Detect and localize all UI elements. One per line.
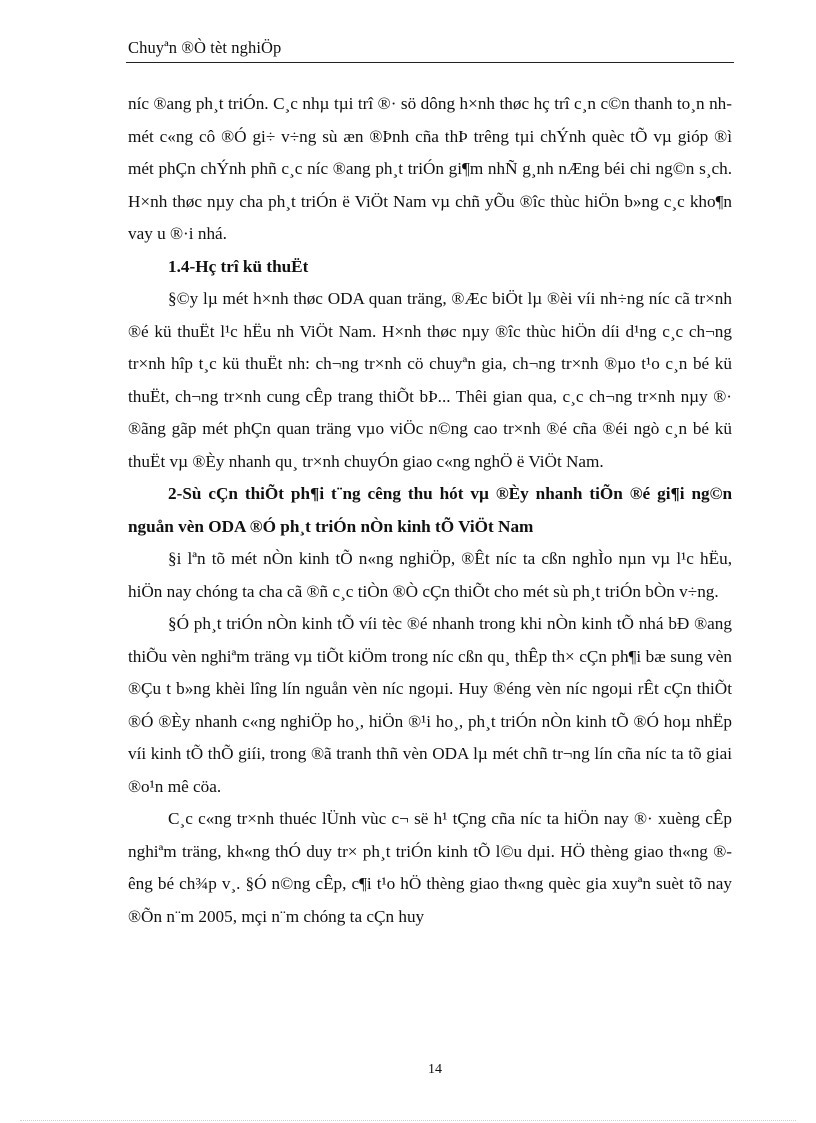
page-bottom-edge [20, 1120, 796, 1121]
paragraph-4: §Ó ph¸t triÓn nÒn kinh tÕ víi tèc ®é nhanh trong khi nÒn kinh tÕ nhá bÐ ®ang thiÕu vèn nghiªm träng vµ tiÕt kiÖm trong níc cßn qu¸ thÊp th× cÇn ph¶i bæ sung vèn ®Çu t b»ng khèi lîng lín nguån vèn níc ngoµi. Huy ®éng vèn níc ngoµi rÊt cÇn thiÕt ®Ó ®Èy nhanh c«ng nghiÖp ho¸, hiÖn ®¹i ho¸, ph¸t triÓn nÒn kinh tÕ ®Ó hoµ nhËp víi kinh tÕ thÕ giíi, trong ®ã tranh thñ vèn ODA lµ mét chñ tr¬ng lín cña níc ta tõ giai ®o¹n mê cöa. [128, 614, 732, 796]
paragraph-1: níc ®ang ph¸t triÓn. C¸c nhµ tµi trî ®· sö dông h×nh thøc hç trî c¸n c©n thanh to¸n nh mét c«ng cô ®Ó gi÷ v÷ng sù æn ®Þnh cña thÞ trêng tµi chÝnh quèc tÕ vµ gióp ®ì mét phÇn chÝnh phñ c¸c níc ®ang ph¸t triÓn gi¶m nhÑ g¸nh nÆng béi chi ng©n s¸ch. H×nh thøc nµy cha ph¸t triÓn ë ViÖt Nam vµ chñ yÕu ®îc thùc hiÖn b»ng c¸c kho¶n vay u ®·i nhá. [128, 94, 732, 243]
paragraph-2: §©y lµ mét h×nh thøc ODA quan träng, ®Æc biÖt lµ ®èi víi nh÷ng níc cã tr×nh ®é kü thuËt l¹c hËu nh ViÖt Nam. H×nh thøc nµy ®îc thùc hiÖn díi d¹ng c¸c ch¬ng tr×nh hîp t¸c kü thuËt nh: ch¬ng tr×nh cö chuyªn gia, ch¬ng tr×nh ®µo t¹o c¸n bé kü thuËt, ch¬ng tr×nh cung cÊp trang thiÕt bÞ... Thêi gian qua, c¸c ch¬ng tr×nh nµy ®· ®ãng gãp mét phÇn quan träng vµo viÖc n©ng cao tr×nh ®é cña ®éi ngò c¸n bé kü thuËt vµ ®Èy nhanh qu¸ tr×nh chuyÓn giao c«ng nghÖ ë ViÖt Nam. [128, 289, 732, 471]
body-text [128, 88, 732, 933]
page-number: 14 [428, 1062, 442, 1077]
running-header: Chuyªn ®Ò tèt nghiÖp [128, 38, 282, 57]
section-heading-2: 2-Sù cÇn thiÕt ph¶i t¨ng cêng thu hót vµ ®Èy nhanh tiÕn ®é gi¶i ng©n nguån vèn ODA ®Ó ph¸t triÓn nÒn kinh tÕ ViÖt Nam [128, 484, 732, 536]
paragraph-3: §i lªn tõ mét nÒn kinh tÕ n«ng nghiÖp, ®Êt níc ta cßn nghÌo nµn vµ l¹c hËu, hiÖn nay chóng ta cha cã ®ñ c¸c tiÒn ®Ò cÇn thiÕt cho mét sù ph¸t triÓn bÒn v÷ng. [128, 549, 732, 601]
section-heading-1-4: 1.4-Hç trî kü thuËt [168, 256, 309, 276]
header-rule [126, 62, 734, 63]
paragraph-5: C¸c c«ng tr×nh thuéc lÜnh vùc c¬ së h¹ tÇng cña níc ta hiÖn nay ®· xuèng cÊp nghiªm träng, kh«ng thÓ duy tr× ph¸t triÓn kinh tÕ l©u dµi. HÖ thèng giao th«ng ®êng bé ch¾p v¸. §Ó n©ng cÊp, c¶i t¹o hÖ thèng giao th«ng quèc gia xuyªn suèt tõ nay ®Õn n¨m 2005, mçi n¨m chóng ta cÇn huy [128, 809, 732, 926]
